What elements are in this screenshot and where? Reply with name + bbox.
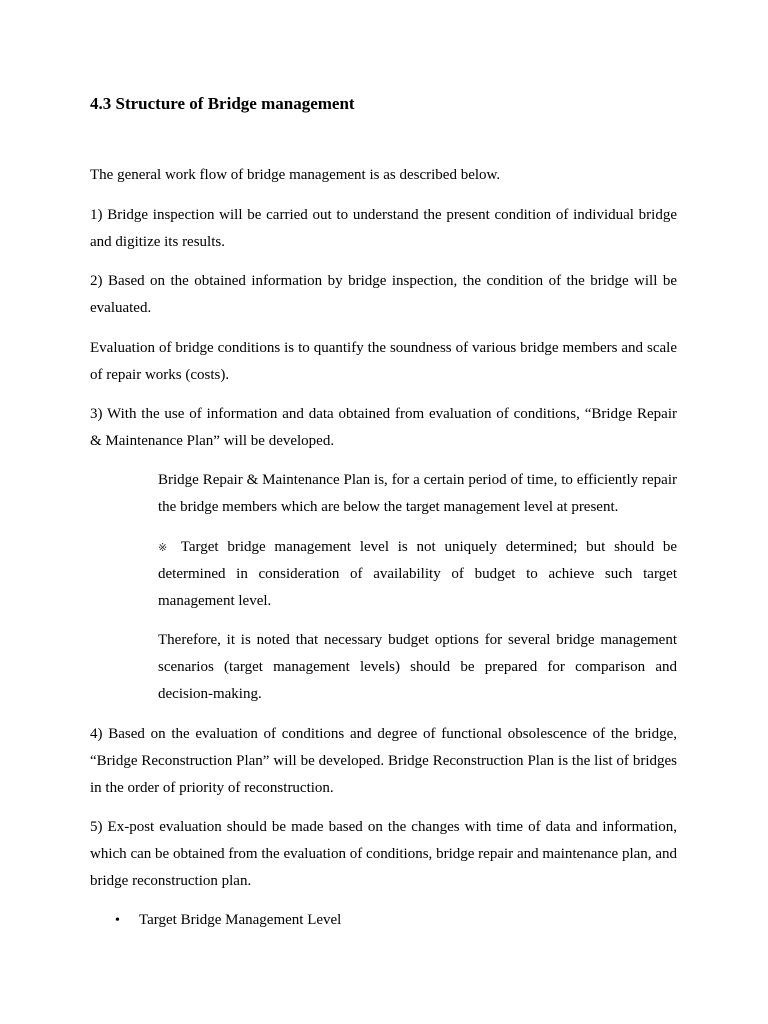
step-3-paragraph: 3) With the use of information and data obtained from evaluation of conditions, “Bridge Repair & Maintenance Plan” will be developed. — [90, 406, 677, 449]
repair-plan-note: Bridge Repair & Maintenance Plan is, for a certain period of time, to efficiently repair the bridge members which are below the target management level at present. — [158, 472, 677, 515]
evaluation-paragraph: Evaluation of bridge conditions is to quantify the soundness of various bridge members and scale of repair works (costs). — [90, 340, 677, 383]
budget-options-note: Therefore, it is noted that necessary budget options for several bridge management scenarios (target management levels) should be prepared for comparison and decision-making. — [158, 632, 677, 702]
step-2-paragraph: 2) Based on the obtained information by bridge inspection, the condition of the bridge will be evaluated. — [90, 273, 677, 316]
section-heading: 4.3 Structure of Bridge management — [90, 94, 355, 113]
step-5-paragraph: 5) Ex-post evaluation should be made based on the changes with time of data and information, which can be obtained from the evaluation of conditions, bridge repair and maintenance plan, and bridge reconstruction plan. — [90, 819, 677, 889]
reference-mark: ※ — [158, 541, 173, 554]
bullet-item — [115, 907, 341, 934]
target-level-note — [158, 534, 677, 615]
bullet-text: Target Bridge Management Level — [139, 912, 342, 928]
step-4-paragraph: 4) Based on the evaluation of conditions and degree of functional obsolescence of the bridge, “Bridge Reconstruction Plan” will be developed. Bridge Reconstruction Plan is the list of bridges in the order of priority of reconstruction. — [90, 726, 677, 796]
bullet-icon: • — [115, 913, 120, 928]
step-1-paragraph: 1) Bridge inspection will be carried out to understand the present condition of individual bridge and digitize its results. — [90, 207, 677, 250]
intro-paragraph: The general work flow of bridge management is as described below. — [90, 167, 501, 183]
target-level-note-text: Target bridge management level is not uniquely determined; but should be determined in consideration of availability of budget to achieve such target management level. — [158, 539, 678, 609]
